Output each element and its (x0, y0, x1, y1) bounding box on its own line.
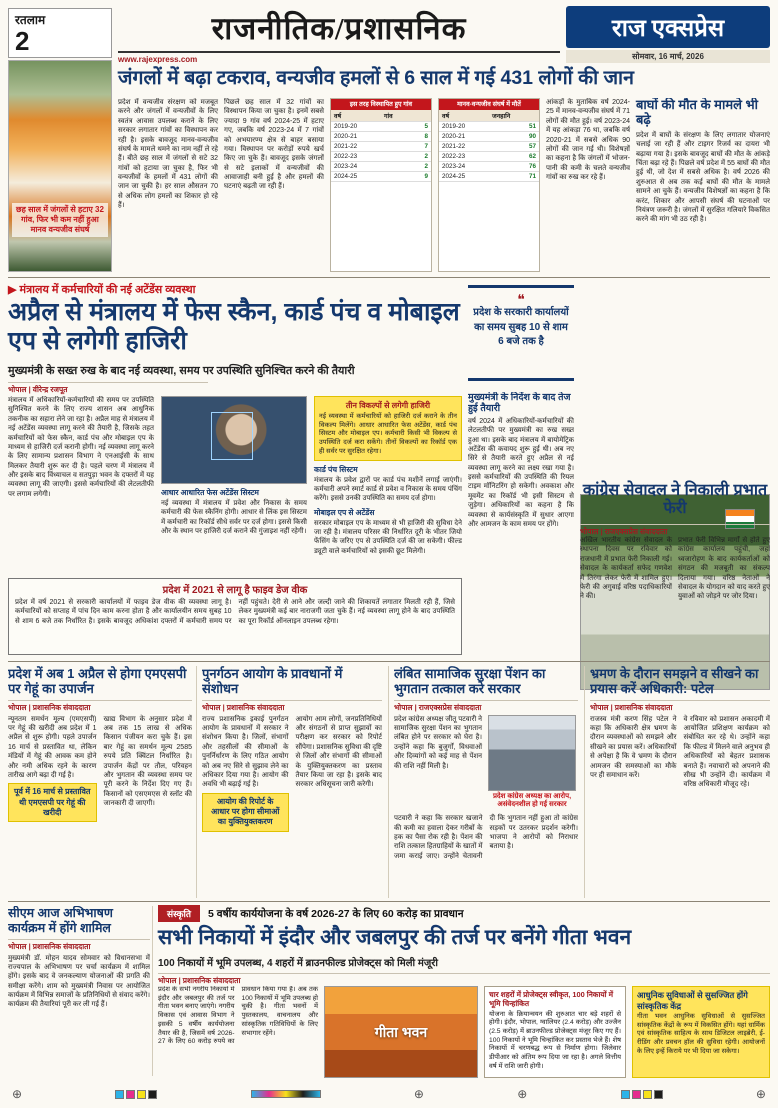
options-highlight-box: तीन विकल्पों से लगेगी हाजिरी नई व्यवस्था में कर्मचारियों को हाजिरी दर्ज कराने के तीन विकल्प मिलेंगे। आधार आधारित फेस अटेंडेंस, कार्ड पंच सिस्टम और मोबाइल एप। कर्मचारी किसी भी विकल्प से उपस्थिति दर्ज करा सकेंगे। तीनों विकल्पों का रिकॉर्ड एक ही सर्वर पर सुरक्षित रहेगा। (314, 396, 462, 461)
cm-program-body: मुख्यमंत्री डॉ. मोहन यादव सोमवार को विधानसभा में राज्यपाल के अभिभाषण पर चर्चा कार्यक्रम में शामिल होंगे। इसके बाद वे जनकल्याण योजनाओं की प्रगति की समीक्षा करेंगे। शाम को मुख्यमंत्री निवास पर आयोजित कार्यक्रम में विभिन्न समाजों के प्रतिनिधियों से संवाद करेंगे। कार्यक्रम की तैयारियां पूरी कर ली गई हैं। (8, 954, 150, 1009)
table-row: 2024-25 9 (331, 172, 431, 182)
cm-directive-heading: मुख्यमंत्री के निर्देश के बाद तेज हुई तैयारी (468, 392, 571, 415)
sevadal-col-1: अखिल भारतीय कांग्रेस सेवादल के स्थापना दिवस पर रविवार को राजधानी में प्रभात फेरी निकाली गई। सेवादल के कार्यकर्ता सफेद गणवेश में तिरंगा लेकर फेरी में शामिल हुए। फेरी की अगुवाई वरिष्ठ पदाधिकारियों ने की। (580, 537, 672, 601)
edition-box (8, 8, 112, 58)
edition-name: रतलाम (15, 13, 46, 27)
sidebar-headline: बाघों की मौत के मामले भी बढ़े (636, 98, 759, 127)
commission-headline: पुनर्गठन आयोग के प्रावधानों में संशोधन (202, 666, 343, 697)
wheat-byline: भोपाल | प्रशासनिक संवाददाता (8, 700, 192, 713)
section-heading: मोबाइल एप से अटेंडेंस (314, 507, 375, 517)
table-row: 2020-21 8 (331, 132, 431, 142)
attendance-byline: भोपाल | वीरेन्द्र रजपूत (8, 382, 208, 395)
column-rule (584, 666, 585, 898)
table-row: 2022-23 2 (331, 152, 431, 162)
attendance-subhead: मुख्यमंत्री के सख्त रुख के बाद नई व्यवस्था, समय पर उपस्थिति सुनिश्चित करने की तैयारी (8, 365, 355, 377)
pension-p1: प्रदेश कांग्रेस अध्यक्ष जीतू पटवारी ने सामाजिक सुरक्षा पेंशन का भुगतान लंबित होने पर सरकार को घेरा है। उन्होंने कहा कि बुजुर्गों, विधवाओं और दिव्यांगों को कई माह से पेंशन की राशि नहीं मिली है। (394, 715, 482, 770)
cm-directive-column (468, 392, 574, 655)
table-header: वर्ष जनहानि (439, 110, 539, 122)
column-rule (388, 666, 389, 898)
cm-program-story (8, 906, 150, 1076)
lead-col-2: पिछले छह साल में 32 गांवों का विस्थापन किया जा चुका है। इनमें सबसे ज्यादा 9 गांव वर्ष 2024-25 में हटाए गए, जबकि वर्ष 2023-24 में 7 गांवों को अभयारण्य क्षेत्र से बाहर बसाया गया। विस्थापन पर करोड़ों रुपये खर्च किए जा चुके हैं। बावजूद इसके जंगलों से सटे इलाकों में वन्यजीवों की आवाजाही बनी हुई है और हमलों की घटनाएं बढ़ती जा रही हैं। (224, 99, 324, 191)
sevadal-headline: कांग्रेस सेवादल ने निकाली प्रभात फेरी (582, 482, 768, 518)
geeta-content (158, 986, 770, 1078)
table-row: 2022-23 62 (439, 152, 539, 162)
wheat-highlight-box: पूर्व में 16 मार्च से प्रस्तावित थी एमएसपी पर गेहूं की खरीदी (8, 783, 97, 822)
patel-story (590, 666, 770, 898)
table-row: 2023-24 2 (331, 162, 431, 172)
attendance-headline: अप्रैल से मंत्रालय में फेस स्कैन, कार्ड पंच व मोबाइल एप से लगेगी हाजिरी (8, 298, 460, 355)
registration-mark-icon: ⊕ (413, 1087, 424, 1101)
yellow-swatch (643, 1090, 652, 1099)
lead-col-3: आंकड़ों के मुताबिक वर्ष 2024-25 में मानव-वन्यजीव संघर्ष में 71 लोगों की मौत हुई। वर्ष 2023-24 में यह आंकड़ा 76 था, जबकि वर्ष 2020-21 में सबसे अधिक 90 लोगों की जान गई थी। विशेषज्ञों का कहना है कि जंगलों में भोजन-पानी की कमी के चलते वन्यजीव गांवों का रुख कर रहे हैं। (546, 99, 630, 181)
cm-program-headline: सीएम आज अभिभाषण कार्यक्रम में होंगे शामिल (8, 906, 113, 935)
section-body: सरकार मोबाइल एप के माध्यम से भी हाजिरी की सुविधा देने जा रही है। मंत्रालय परिसर की निर्धारित दूरी के भीतर जियो फेंसिंग के जरिए एप से उपस्थिति दर्ज की जा सकेगी। फील्ड ड्यूटी वाले कर्मचारियों को इसकी छूट मिलेगी। (314, 519, 462, 555)
commission-p1: राज्य प्रशासनिक इकाई पुनर्गठन आयोग के प्रावधानों में सरकार ने संशोधन किया है। जिलों, संभागों और तहसीलों की सीमाओं के पुनर्निर्धारण के लिए गठित आयोग को अब नए सिरे से सुझाव लेने का अधिकार दिया गया है। आयोग की अवधि भी बढ़ाई गई है। (202, 715, 289, 789)
patel-p2: वे रविवार को प्रशासन अकादमी में आयोजित प्रशिक्षण कार्यक्रम को संबोधित कर रहे थे। उन्होंने कहा कि फील्ड में मिलने वाले अनुभव ही अधिकारियों को बेहतर प्रशासक बनाते हैं। नवाचारों को अपनाने की सीख भी उन्होंने दी। कार्यक्रम में वरिष्ठ अधिकारी मौजूद रहे। (683, 715, 770, 789)
cmyk-swatches (115, 1090, 157, 1099)
five-day-week-box: प्रदेश में 2021 से लागू है फाइव डेज वीक प्रदेश में वर्ष 2021 से सरकारी कार्यालयों में फाइव डेज वीक की व्यवस्था लागू है। कर्मचारियों को सप्ताह में पांच दिन काम करना होता है और कार्यालयीन समय सुबह 10 से शाम 6 बजे तक निर्धारित है। इसके बावजूद अधिकांश दफ्तरों में कर्मचारी समय पर नहीं पहुंचते। देरी से आने और जल्दी जाने की शिकायतें लगातार मिलती रही हैं, जिसे लेकर मुख्यमंत्री कई बार नाराजगी जता चुके हैं। नई व्यवस्था लागू होने के बाद उपस्थिति का पूरा रिकॉर्ड ऑनलाइन उपलब्ध रहेगा। (8, 578, 462, 655)
lead-tables (330, 98, 540, 272)
commission-story (202, 666, 382, 898)
tiger-photo (8, 60, 112, 272)
attendance-intro: मंत्रालय में अधिकारियों-कर्मचारियों की समय पर उपस्थिति सुनिश्चित करने के लिए राज्य शासन अब आधुनिक तकनीक का सहारा लेने जा रहा है। अप्रैल माह से मंत्रालय में नई अटेंडेंस व्यवस्था लागू करने की तैयारी है, जिसके तहत कर्मचारियों को फेस स्कैन, कार्ड पंच और मोबाइल एप के माध्यम से हाजिरी दर्ज करानी होगी। नई व्यवस्था लागू करने के लिए सामान्य प्रशासन विभाग ने एनआईसी के साथ मिलकर तैयारी शुरू कर दी है। पहले चरण में मंत्रालय में और इसके बाद विंध्याचल व सतपुड़ा भवन के दफ्तरों में यह व्यवस्था लागू की जाएगी। इससे कर्मचारियों की लेटलतीफी पर लगाम लगेगी। (8, 397, 154, 498)
section-divider (8, 277, 770, 278)
pension-story (394, 666, 578, 898)
attendance-col-3 (314, 396, 462, 574)
displaced-villages-table (330, 98, 432, 272)
lead-sidebar (636, 98, 770, 272)
section-body: नई व्यवस्था में मंत्रालय में प्रवेश और निकास के समय कर्मचारी की फेस स्कैनिंग होगी। आधार से लिंक इस सिस्टम में कर्मचारी का रिकॉर्ड सीधे सर्वर पर दर्ज होगा। इससे किसी और के स्थान पर हाजिरी दर्ज कराने की गुंजाइश नहीं रहेगी। (161, 500, 307, 536)
section-heading: कार्ड पंच सिस्टम (314, 464, 358, 474)
table-title: मानव-वन्यजीव संघर्ष में मौतें (439, 99, 539, 110)
color-gradient-bar (251, 1090, 321, 1098)
sevadal-col-2: प्रभात फेरी विभिन्न मार्गों से होते हुए कांग्रेस कार्यालय पहुंची, जहां ध्वजारोहण के बाद कार्यकर्ताओं को संगठन की मजबूती का संकल्प दिलाया गया। वरिष्ठ नेताओं ने सेवादल के योगदान को याद करते हुए युवाओं को जोड़ने पर जोर दिया। (678, 537, 770, 601)
geeta-photo-label: गीता भवन (374, 1023, 428, 1040)
table-row: 2023-24 76 (439, 162, 539, 172)
patel-p1: राजस्व मंत्री करण सिंह पटेल ने कहा कि अधिकारी क्षेत्र भ्रमण के दौरान व्यवस्थाओं को समझने और सीखने का प्रयास करें। अधिकारियों से अपेक्षा है कि वे भ्रमण के दौरान आमजन की समस्याओं का मौके पर ही समाधान करें। (590, 715, 677, 779)
quote-icon: ❝ (517, 291, 525, 307)
magenta-swatch (632, 1090, 641, 1099)
lead-col-1: प्रदेश में वन्यजीव संरक्षण को मजबूत करने और जंगलों में वन्यजीवों के लिए स्वतंत्र आवास उपलब्ध कराने के लिए सरकार लगातार गांवों का विस्थापन कर रही है। इसके बावजूद मानव-वन्यजीव संघर्ष के मामले थमने का नाम नहीं ले रहे हैं। बीते छह साल में जंगलों से सटे 32 गांवों को हटाया जा चुका है, फिर भी वन्यजीवों के हमलों में 431 लोगों की जान जा चुकी है। हर साल औसतन 70 से अधिक लोग हमलों का शिकार हो रहे हैं। (118, 99, 218, 210)
table-row: 2019-20 5 (331, 122, 431, 132)
tiger-photo-caption: छह साल में जंगलों से हटाए 32 गांव, फिर भी कम नहीं हुआ मानव वन्यजीव संघर्ष (12, 203, 108, 237)
black-swatch (654, 1090, 663, 1099)
column-rule (196, 666, 197, 898)
commission-byline: भोपाल | प्रशासनिक संवाददाता (202, 700, 382, 713)
website-link[interactable]: www.rajexpress.com (118, 51, 560, 65)
table-row: 2021-22 7 (331, 142, 431, 152)
geeta-yellow-box: आधुनिक सुविधाओं से सुसज्जित होंगे सांस्कृतिक केंद्र गीता भवन आधुनिक सुविधाओं से सुसज्जित सांस्कृतिक केंद्रों के रूप में विकसित होंगे। यहां धार्मिक एवं सांस्कृतिक साहित्य के साथ डिजिटल लाइब्रेरी, ई-रीडिंग और प्रवचन हॉल की सुविधा रहेगी। आयोजनों के लिए इन्हें किराये पर भी दिया जा सकेगा। (632, 986, 770, 1078)
column-rule (152, 906, 153, 1076)
geeta-bhavan-photo (324, 986, 478, 1078)
cm-program-byline: भोपाल | प्रशासनिक संवाददाता (8, 939, 150, 952)
brand-logo: राज एक्सप्रेस (566, 6, 770, 48)
wheat-p2: खाद्य विभाग के अनुसार प्रदेश में अब तक 15 लाख से अधिक किसान पंजीयन करा चुके हैं। इस बार गेहूं का समर्थन मूल्य 2585 रुपये प्रति क्विंटल निर्धारित है। उपार्जन केंद्रों पर तौल, परिवहन और भुगतान की व्यवस्था समय पर पूरी करने के निर्देश दिए गए हैं। किसानों को एसएमएस से स्लॉट की जानकारी दी जाएगी। (103, 715, 192, 808)
pension-p2: पटवारी ने कहा कि सरकार खजाने की कमी का हवाला देकर गरीबों के हक का पैसा रोक रही है। पेंशन की राशि तत्काल हितग्राहियों के खातों में जमा कराई जाए। उन्होंने चेतावनी दी कि भुगतान नहीं हुआ तो कांग्रेस सड़कों पर उतरकर प्रदर्शन करेगी। भाजपा ने आरोपों को निराधार बताया है। (394, 815, 578, 860)
kicker-arrow-icon: ▶ (8, 284, 17, 296)
geeta-headline: सभी निकायों में इंदौर और जबलपुर की तर्ज पर बनेंगे गीता भवन (158, 926, 632, 949)
registration-mark-icon: ⊕ (517, 1087, 528, 1101)
office-hours-quote-box: ❝ प्रदेश के सरकारी कार्यालयों का समय सुबह 10 से शाम 6 बजे तक है (468, 285, 574, 381)
face-scan-photo (161, 396, 307, 484)
table-row: 2019-20 51 (439, 122, 539, 132)
wheat-story (8, 666, 192, 898)
culture-strap: 5 वर्षीय कार्ययोजना के वर्ष 2026-27 के लिए 60 करोड़ का प्रावधान (207, 907, 464, 920)
section-divider (8, 661, 770, 662)
cmyk-swatches (621, 1090, 663, 1099)
cm-directive-body: वर्ष 2024 में अधिकारियों-कर्मचारियों की लेटलतीफी पर मुख्यमंत्री का रुख सख्त हुआ था। इसके बाद मंत्रालय में बायोमेट्रिक अटेंडेंस की कवायद शुरू हुई थी। अब नए सिरे से तैयारी करते हुए अप्रैल से नई व्यवस्था लागू करने का लक्ष्य रखा गया है। इससे कर्मचारियों की उपस्थिति की रियल टाइम मॉनिटरिंग हो सकेगी। अवकाश और मूवमेंट का रिकॉर्ड भी इसी सिस्टम से जुड़ेगा। अधिकारियों का कहना है कि व्यवस्था से कार्यसंस्कृति में सुधार आएगा और आमजन के काम समय पर होंगे। (468, 417, 574, 528)
geeta-subhead: 100 निकायों में भूमि उपलब्ध, 4 शहरों में ब्राउनफील्ड प्रोजेक्ट्स को मिली मंजूरी (158, 958, 438, 969)
date-line: सोमवार, 16 मार्च, 2026 (566, 50, 770, 63)
attendance-col-2 (161, 396, 307, 574)
pension-photo-block (488, 715, 576, 811)
patel-byline: भोपाल | प्रशासनिक संवाददाता (590, 700, 770, 713)
yellow-swatch (137, 1090, 146, 1099)
culture-strip (158, 905, 770, 922)
magenta-swatch (126, 1090, 135, 1099)
section-divider (8, 901, 770, 902)
congress-president-photo (488, 715, 576, 791)
registration-mark-icon: ⊕ (755, 1087, 766, 1101)
section-body: मंत्रालय के प्रवेश द्वारों पर कार्ड पंच मशीनें लगाई जाएंगी। कर्मचारी अपने स्मार्ट कार्ड से प्रवेश व निकास के समय पंचिंग करेंगे। इससे उनकी उपस्थिति का समय दर्ज होगा। (314, 476, 462, 503)
section-title: राजनीतिक/प्रशासनिक (211, 11, 467, 46)
table-row: 2021-22 57 (439, 142, 539, 152)
commission-p2: आयोग आम लोगों, जनप्रतिनिधियों और संगठनों से प्राप्त सुझावों का परीक्षण कर सरकार को रिपोर्ट सौंपेगा। प्रशासनिक सुविधा की दृष्टि से जिलों और संभागों की सीमाओं के युक्तियुक्तकरण का प्रस्ताव तैयार किया जा रहा है। इसके बाद सरकार अधिसूचना जारी करेगी। (295, 715, 382, 789)
section-heading: आधार आधारित फेस अटेंडेंस सिस्टम (161, 488, 259, 497)
attendance-body (8, 396, 462, 574)
geeta-info-box: चार शहरों में प्रोजेक्ट्स स्वीकृत, 100 निकायों में भूमि चिन्हांकित योजना के क्रियान्वयन की शुरुआत चार बड़े शहरों से होगी। इंदौर, भोपाल, ग्वालियर (2.4 करोड़) और उज्जैन (2.5 करोड़) में ब्राउनफील्ड प्रोजेक्ट्स मंजूर किए गए हैं। 100 निकायों ने भूमि चिन्हांकित कर प्रस्ताव भेजे हैं। शेष निकायों में चरणबद्ध रूप से निर्माण होगा। जिलेवार डीपीआर को अंतिम रूप दिया जा रहा है। अगले वित्तीय वर्ष में राशि जारी होगी। (484, 986, 626, 1078)
geeta-byline: भोपाल | प्रशासनिक संवाददाता (158, 973, 770, 986)
wildlife-deaths-table (438, 98, 540, 272)
geeta-body: प्रदेश के सभी नगरीय निकायों में इंदौर और जबलपुर की तर्ज पर गीता भवन बनाए जाएंगे। नगरीय विकास एवं आवास विभाग ने इसकी 5 वर्षीय कार्ययोजना तैयार की है, जिसमें वर्ष 2026-27 के लिए 60 करोड़ रुपये का प्रावधान किया गया है। अब तक 100 निकायों में भूमि उपलब्ध हो चुकी है। गीता भवनों में पुस्तकालय, वाचनालय और सांस्कृतिक गतिविधियों के लिए सभागार रहेंगे। (158, 986, 318, 1046)
sevadal-body (580, 536, 770, 656)
wheat-p1: न्यूनतम समर्थन मूल्य (एमएसपी) पर गेहूं की खरीदी अब प्रदेश में 1 अप्रैल से शुरू होगी। पहले उपार्जन 16 मार्च से प्रस्तावित था, लेकिन मंडियों में गेहूं की आवक कम होने और नमी अधिक रहने के कारण तारीख आगे बढ़ा दी गई है। (8, 715, 97, 779)
sidebar-body: प्रदेश में बाघों के संरक्षण के लिए लगातार योजनाएं चलाई जा रही हैं और टाइगर रिजर्व का दायरा भी बढ़ाया गया है। इसके बावजूद बाघों की मौत के आंकड़े चिंता बढ़ा रहे हैं। पिछले वर्ष प्रदेश में 55 बाघों की मौत हुई थी, जो देश में सबसे अधिक है। वर्ष 2026 की शुरुआत से अब तक कई बाघों की मौत के मामले सामने आ चुके हैं। वन्यजीव विशेषज्ञों का कहना है कि करंट, शिकार और आपसी संघर्ष की घटनाओं पर नियंत्रण जरूरी है। जंगलों में सुरक्षित गलियारे विकसित करने की मांग भी उठ रही है। (636, 131, 770, 224)
table-row: 2024-25 71 (439, 172, 539, 182)
cyan-swatch (115, 1090, 124, 1099)
sevadal-byline: भोपाल | राजएक्सप्रेस संवाददाता (580, 524, 770, 537)
pension-headline: लंबित सामाजिक सुरक्षा पेंशन का भुगतान तत्काल करे सरकार (394, 666, 546, 697)
table-title: इस तरह विस्थापित हुए गांव (331, 99, 431, 110)
registration-mark-icon: ⊕ (12, 1087, 23, 1101)
patel-headline: भ्रमण के दौरान समझने व सीखने का प्रयास करें अधिकारी: पटेल (590, 666, 759, 697)
table-row: 2020-21 90 (439, 132, 539, 142)
cyan-swatch (621, 1090, 630, 1099)
lead-body (118, 98, 770, 272)
attendance-kicker: ▶ मंत्रालय में कर्मचारियों की नई अटेंडेंस व्यवस्था (8, 284, 196, 296)
black-swatch (148, 1090, 157, 1099)
scan-frame-icon (211, 412, 253, 460)
registration-strip (0, 1086, 778, 1102)
pension-photo-caption: प्रदेश कांग्रेस अध्यक्ष का आरोप, असंवेदनशील हो गई सरकार (492, 792, 572, 809)
page-number: 2 (15, 26, 30, 56)
lead-headline: जंगलों में बढ़ा टकराव, वन्यजीव हमलों से 6 साल में गई 431 लोगों की जान (118, 67, 634, 89)
culture-tag: संस्कृति (158, 905, 200, 922)
wheat-headline: प्रदेश में अब 1 अप्रैल से होगा एमएसपी पर गेहूं का उपार्जन (8, 666, 187, 697)
commission-highlight-box: आयोग की रिपोर्ट के आधार पर होगा सीमाओं का युक्तियुक्तकरण (202, 793, 289, 832)
table-header: वर्ष गांव (331, 110, 431, 122)
pension-byline: भोपाल | राजएक्सप्रेस संवाददाता (394, 700, 578, 713)
